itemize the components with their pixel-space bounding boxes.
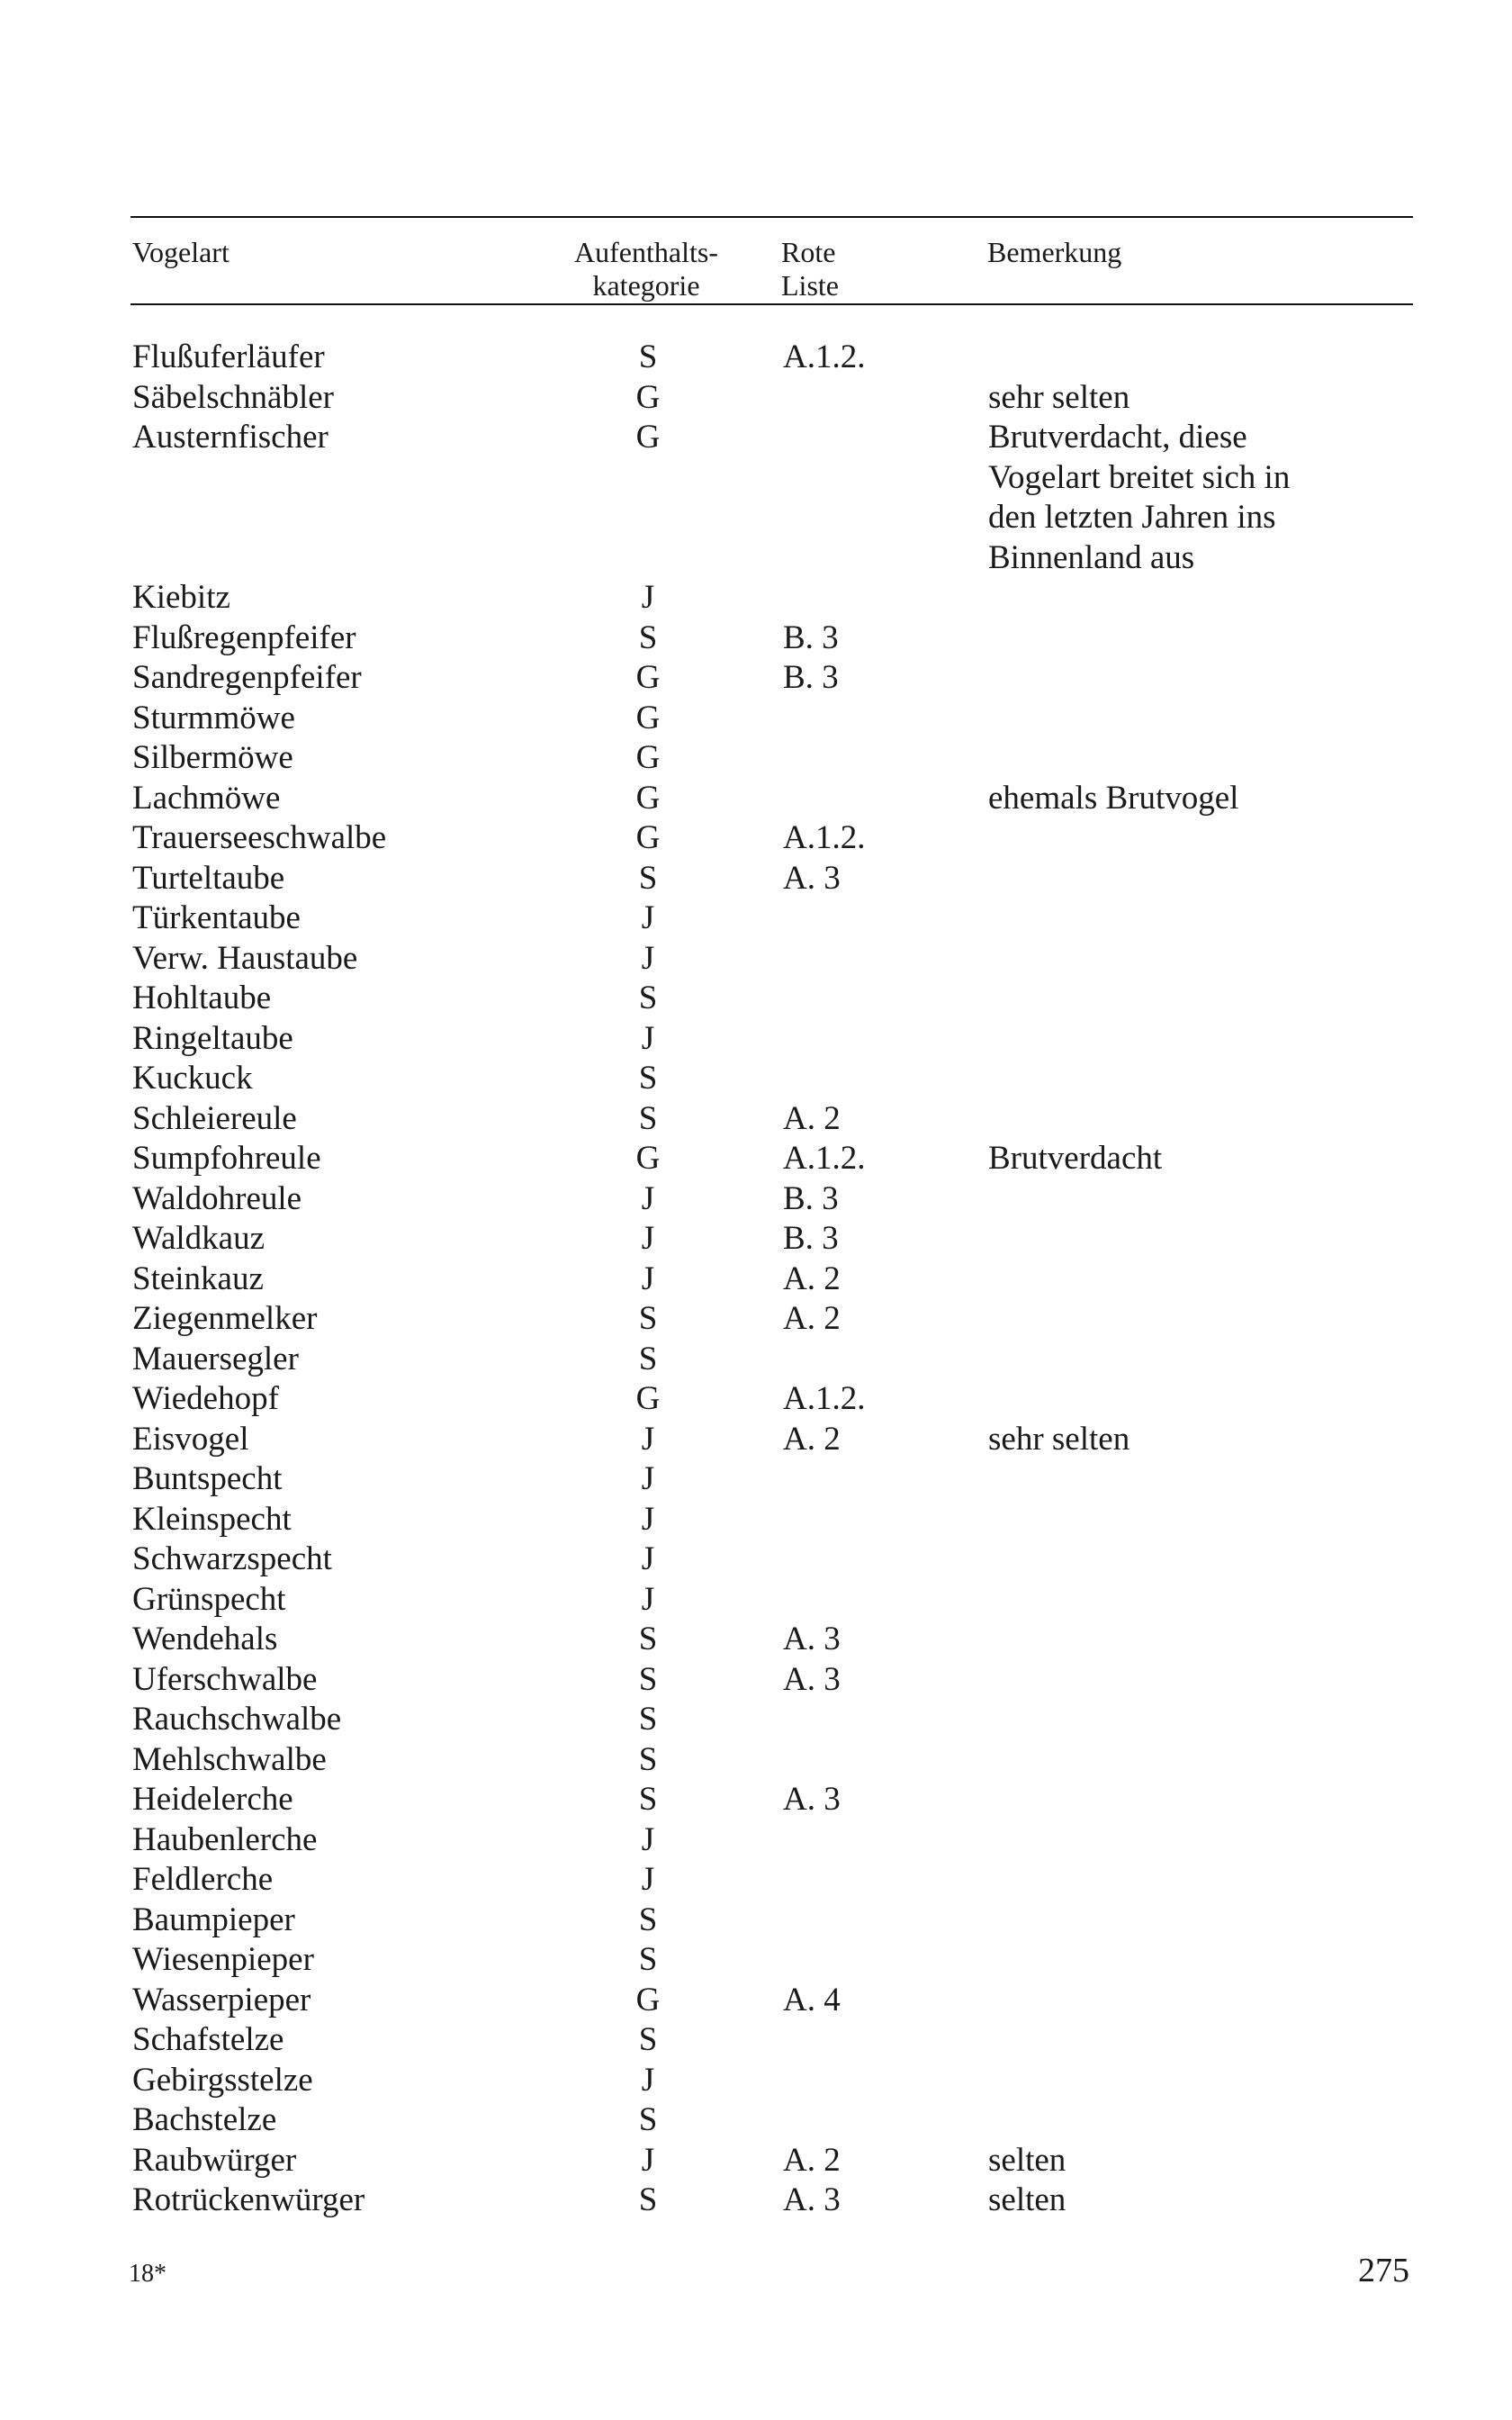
species-name: Kiebitz: [132, 579, 230, 616]
category-cell: J: [641, 1861, 655, 1898]
table-row: [0, 1901, 1512, 1941]
table-row: [0, 1660, 1512, 1701]
red-list-cell: A. 2: [783, 2141, 841, 2179]
red-list-cell: A. 3: [783, 1781, 841, 1818]
category-cell: S: [638, 1099, 658, 1137]
category-cell: J: [641, 939, 655, 977]
page-number: 275: [1358, 2252, 1409, 2289]
species-name: Uferschwalbe: [132, 1660, 318, 1698]
category-cell: S: [638, 1701, 658, 1738]
table-row: [0, 1420, 1512, 1460]
table-row: [0, 1059, 1512, 1099]
red-list-cell: A. 3: [783, 1621, 841, 1657]
table-row: [0, 1099, 1512, 1140]
category-cell: S: [638, 1660, 658, 1698]
category-cell: G: [635, 419, 661, 456]
table-row: [0, 2141, 1512, 2181]
species-name: Schleiereule: [132, 1099, 297, 1137]
table-top-rule: [130, 216, 1413, 218]
species-name: Verw. Haustaube: [132, 939, 358, 977]
red-list-cell: A.1.2.: [783, 1380, 866, 1417]
red-list-cell: A.1.2.: [783, 339, 866, 375]
species-name: Hohltaube: [132, 980, 272, 1016]
red-list-cell: B. 3: [783, 619, 839, 656]
category-cell: S: [638, 2181, 658, 2218]
table-row: [0, 818, 1512, 859]
category-cell: J: [641, 1820, 655, 1858]
table-row: [0, 1820, 1512, 1861]
red-list-cell: B. 3: [783, 1220, 839, 1257]
species-name: Mauersegler: [132, 1340, 299, 1377]
species-name: Gebirgsstelze: [132, 2061, 313, 2099]
category-cell: J: [641, 2061, 655, 2099]
category-cell: J: [641, 1420, 655, 1458]
signature-mark: 18*: [129, 2260, 166, 2288]
species-name: Eisvogel: [132, 1420, 249, 1458]
table-row: [0, 1219, 1512, 1260]
red-list-cell: A. 2: [783, 1260, 841, 1297]
remark-cell: ehemals Brutvogel: [988, 779, 1239, 817]
category-cell: J: [641, 579, 655, 616]
table-header-rule: [130, 303, 1413, 305]
category-cell: S: [638, 339, 658, 375]
remark-cell: sehr selten: [988, 1420, 1130, 1458]
table-row: [0, 1860, 1512, 1901]
red-list-cell: A.1.2.: [783, 819, 866, 856]
species-name: Waldkauz: [132, 1220, 266, 1257]
table-row: [0, 2020, 1512, 2061]
red-list-cell: B. 3: [783, 659, 839, 696]
species-name: Schafstelze: [132, 2021, 284, 2058]
species-name: Kuckuck: [132, 1060, 253, 1097]
species-name: Kleinspecht: [132, 1500, 292, 1538]
species-name: Turteltaube: [132, 859, 285, 897]
species-name: Trauerseeschwalbe: [132, 819, 387, 856]
category-cell: G: [635, 659, 661, 696]
species-name: Sumpfohreule: [132, 1140, 321, 1177]
table-row: [0, 1580, 1512, 1621]
species-name: Haubenlerche: [132, 1820, 318, 1858]
table-row: [0, 538, 1512, 579]
category-cell: S: [638, 1621, 658, 1657]
table-row: [0, 1260, 1512, 1300]
species-name: Steinkauz: [132, 1260, 264, 1297]
table-row: [0, 1981, 1512, 2021]
category-cell: S: [638, 980, 658, 1016]
table-row: [0, 619, 1512, 659]
category-cell: S: [638, 1941, 658, 1978]
table-row: [0, 578, 1512, 619]
species-name: Silbermöwe: [132, 739, 293, 776]
species-name: Flußuferläufer: [132, 339, 325, 375]
table-row: [0, 2100, 1512, 2141]
table-row: [0, 779, 1512, 819]
table-row: [0, 859, 1512, 899]
table-row: [0, 1019, 1512, 1060]
header-rote-line1: Rote: [781, 236, 836, 268]
category-cell: S: [638, 1901, 658, 1938]
header-kategorie-line1: Aufenthalts-: [574, 236, 718, 268]
table-row: [0, 1500, 1512, 1540]
table-row: [0, 1340, 1512, 1380]
species-name: Säbelschnäbler: [132, 378, 334, 416]
table-row: [0, 979, 1512, 1019]
header-rote-line2: Liste: [781, 269, 839, 302]
species-name: Schwarzspecht: [132, 1540, 332, 1577]
species-name: Sandregenpfeifer: [132, 659, 362, 696]
category-cell: J: [641, 1019, 655, 1057]
red-list-cell: A.1.2.: [783, 1140, 866, 1177]
species-name: Wiedehopf: [132, 1380, 279, 1417]
species-name: Baumpieper: [132, 1901, 295, 1938]
table-row: [0, 1459, 1512, 1500]
category-cell: G: [635, 378, 661, 416]
table-row: [0, 418, 1512, 576]
species-name: Buntspecht: [132, 1460, 283, 1497]
category-cell: S: [638, 2021, 658, 2058]
table-row: [0, 458, 1512, 499]
red-list-cell: A. 3: [783, 2181, 841, 2218]
category-cell: G: [635, 819, 661, 856]
red-list-cell: B. 3: [783, 1179, 839, 1217]
species-name: Sturmmöwe: [132, 699, 295, 736]
species-name: Rauchschwalbe: [132, 1701, 342, 1738]
species-name: Bachstelze: [132, 2101, 277, 2138]
red-list-cell: A. 2: [783, 1099, 841, 1137]
table-row: [0, 1780, 1512, 1820]
species-name: Lachmöwe: [132, 779, 281, 817]
species-name: Türkentaube: [132, 899, 301, 936]
header-rote-liste: [781, 236, 839, 302]
red-list-cell: A. 3: [783, 859, 841, 897]
category-cell: S: [638, 859, 658, 897]
category-cell: G: [635, 779, 661, 817]
table-row: [0, 939, 1512, 980]
species-name: Heidelerche: [132, 1781, 293, 1818]
red-list-cell: A. 4: [783, 1981, 841, 2018]
remark-cell: sehr selten: [988, 378, 1130, 416]
category-cell: J: [641, 1540, 655, 1577]
category-cell: J: [641, 1260, 655, 1297]
category-cell: S: [638, 1340, 658, 1377]
category-cell: J: [641, 1580, 655, 1618]
table-body: [0, 338, 1512, 2221]
table-row: [0, 738, 1512, 779]
category-cell: G: [635, 739, 661, 776]
table-row: [0, 338, 1512, 378]
category-cell: J: [641, 899, 655, 936]
category-cell: S: [638, 1740, 658, 1778]
category-cell: G: [635, 699, 661, 736]
remark-cell: selten: [988, 2181, 1066, 2218]
category-cell: S: [638, 1300, 658, 1337]
table-row: [0, 1940, 1512, 1981]
category-cell: J: [641, 1500, 655, 1538]
category-cell: J: [641, 1220, 655, 1257]
species-name: Wiesenpieper: [132, 1941, 314, 1978]
category-cell: S: [638, 1060, 658, 1097]
table-row: [0, 2181, 1512, 2221]
red-list-cell: A. 2: [783, 1300, 841, 1337]
species-name: Flußregenpfeifer: [132, 619, 356, 656]
category-cell: S: [638, 619, 658, 656]
table-row: [0, 1139, 1512, 1179]
header-vogelart: Vogelart: [132, 236, 230, 268]
species-name: Austernfischer: [132, 419, 328, 456]
species-name: Raubwürger: [132, 2141, 297, 2179]
species-name: Waldohreule: [132, 1179, 302, 1217]
species-name: Rotrückenwürger: [132, 2181, 365, 2218]
remark-cell: Brutverdacht: [988, 1140, 1163, 1177]
table-row: [0, 1379, 1512, 1420]
species-name: Ziegenmelker: [132, 1300, 318, 1337]
header-aufenthaltskategorie: [551, 236, 742, 302]
table-row: [0, 378, 1512, 419]
table-row: [0, 699, 1512, 739]
species-name: Ringeltaube: [132, 1019, 293, 1057]
table-row: [0, 2061, 1512, 2101]
category-cell: J: [641, 1179, 655, 1217]
category-cell: G: [635, 1140, 661, 1177]
remark-cell: Brutverdacht, diese Vogelart breitet sich in den letzten Jahren ins Binnenland aus: [988, 419, 1291, 576]
red-list-cell: A. 3: [783, 1660, 841, 1698]
red-list-cell: A. 2: [783, 1420, 841, 1458]
category-cell: G: [635, 1981, 661, 2018]
remark-cell: selten: [988, 2141, 1066, 2179]
category-cell: S: [638, 1781, 658, 1818]
table-row: [0, 1740, 1512, 1781]
species-name: Grünspecht: [132, 1580, 286, 1618]
table-row: [0, 1179, 1512, 1220]
species-name: Mehlschwalbe: [132, 1740, 327, 1778]
category-cell: S: [638, 2101, 658, 2138]
header-kategorie-line2: kategorie: [592, 269, 700, 302]
category-cell: J: [641, 2141, 655, 2179]
category-cell: J: [641, 1460, 655, 1497]
table-row: [0, 898, 1512, 939]
header-bemerkung: Bemerkung: [987, 236, 1122, 268]
table-row: [0, 1620, 1512, 1660]
species-name: Wendehals: [132, 1621, 278, 1657]
species-name: Wasserpieper: [132, 1981, 311, 2018]
table-row: [0, 658, 1512, 699]
table-row: [0, 498, 1512, 538]
table-row: [0, 1299, 1512, 1340]
table-row: [0, 1540, 1512, 1580]
table-row: [0, 1700, 1512, 1740]
species-name: Feldlerche: [132, 1861, 274, 1898]
category-cell: G: [635, 1380, 661, 1417]
